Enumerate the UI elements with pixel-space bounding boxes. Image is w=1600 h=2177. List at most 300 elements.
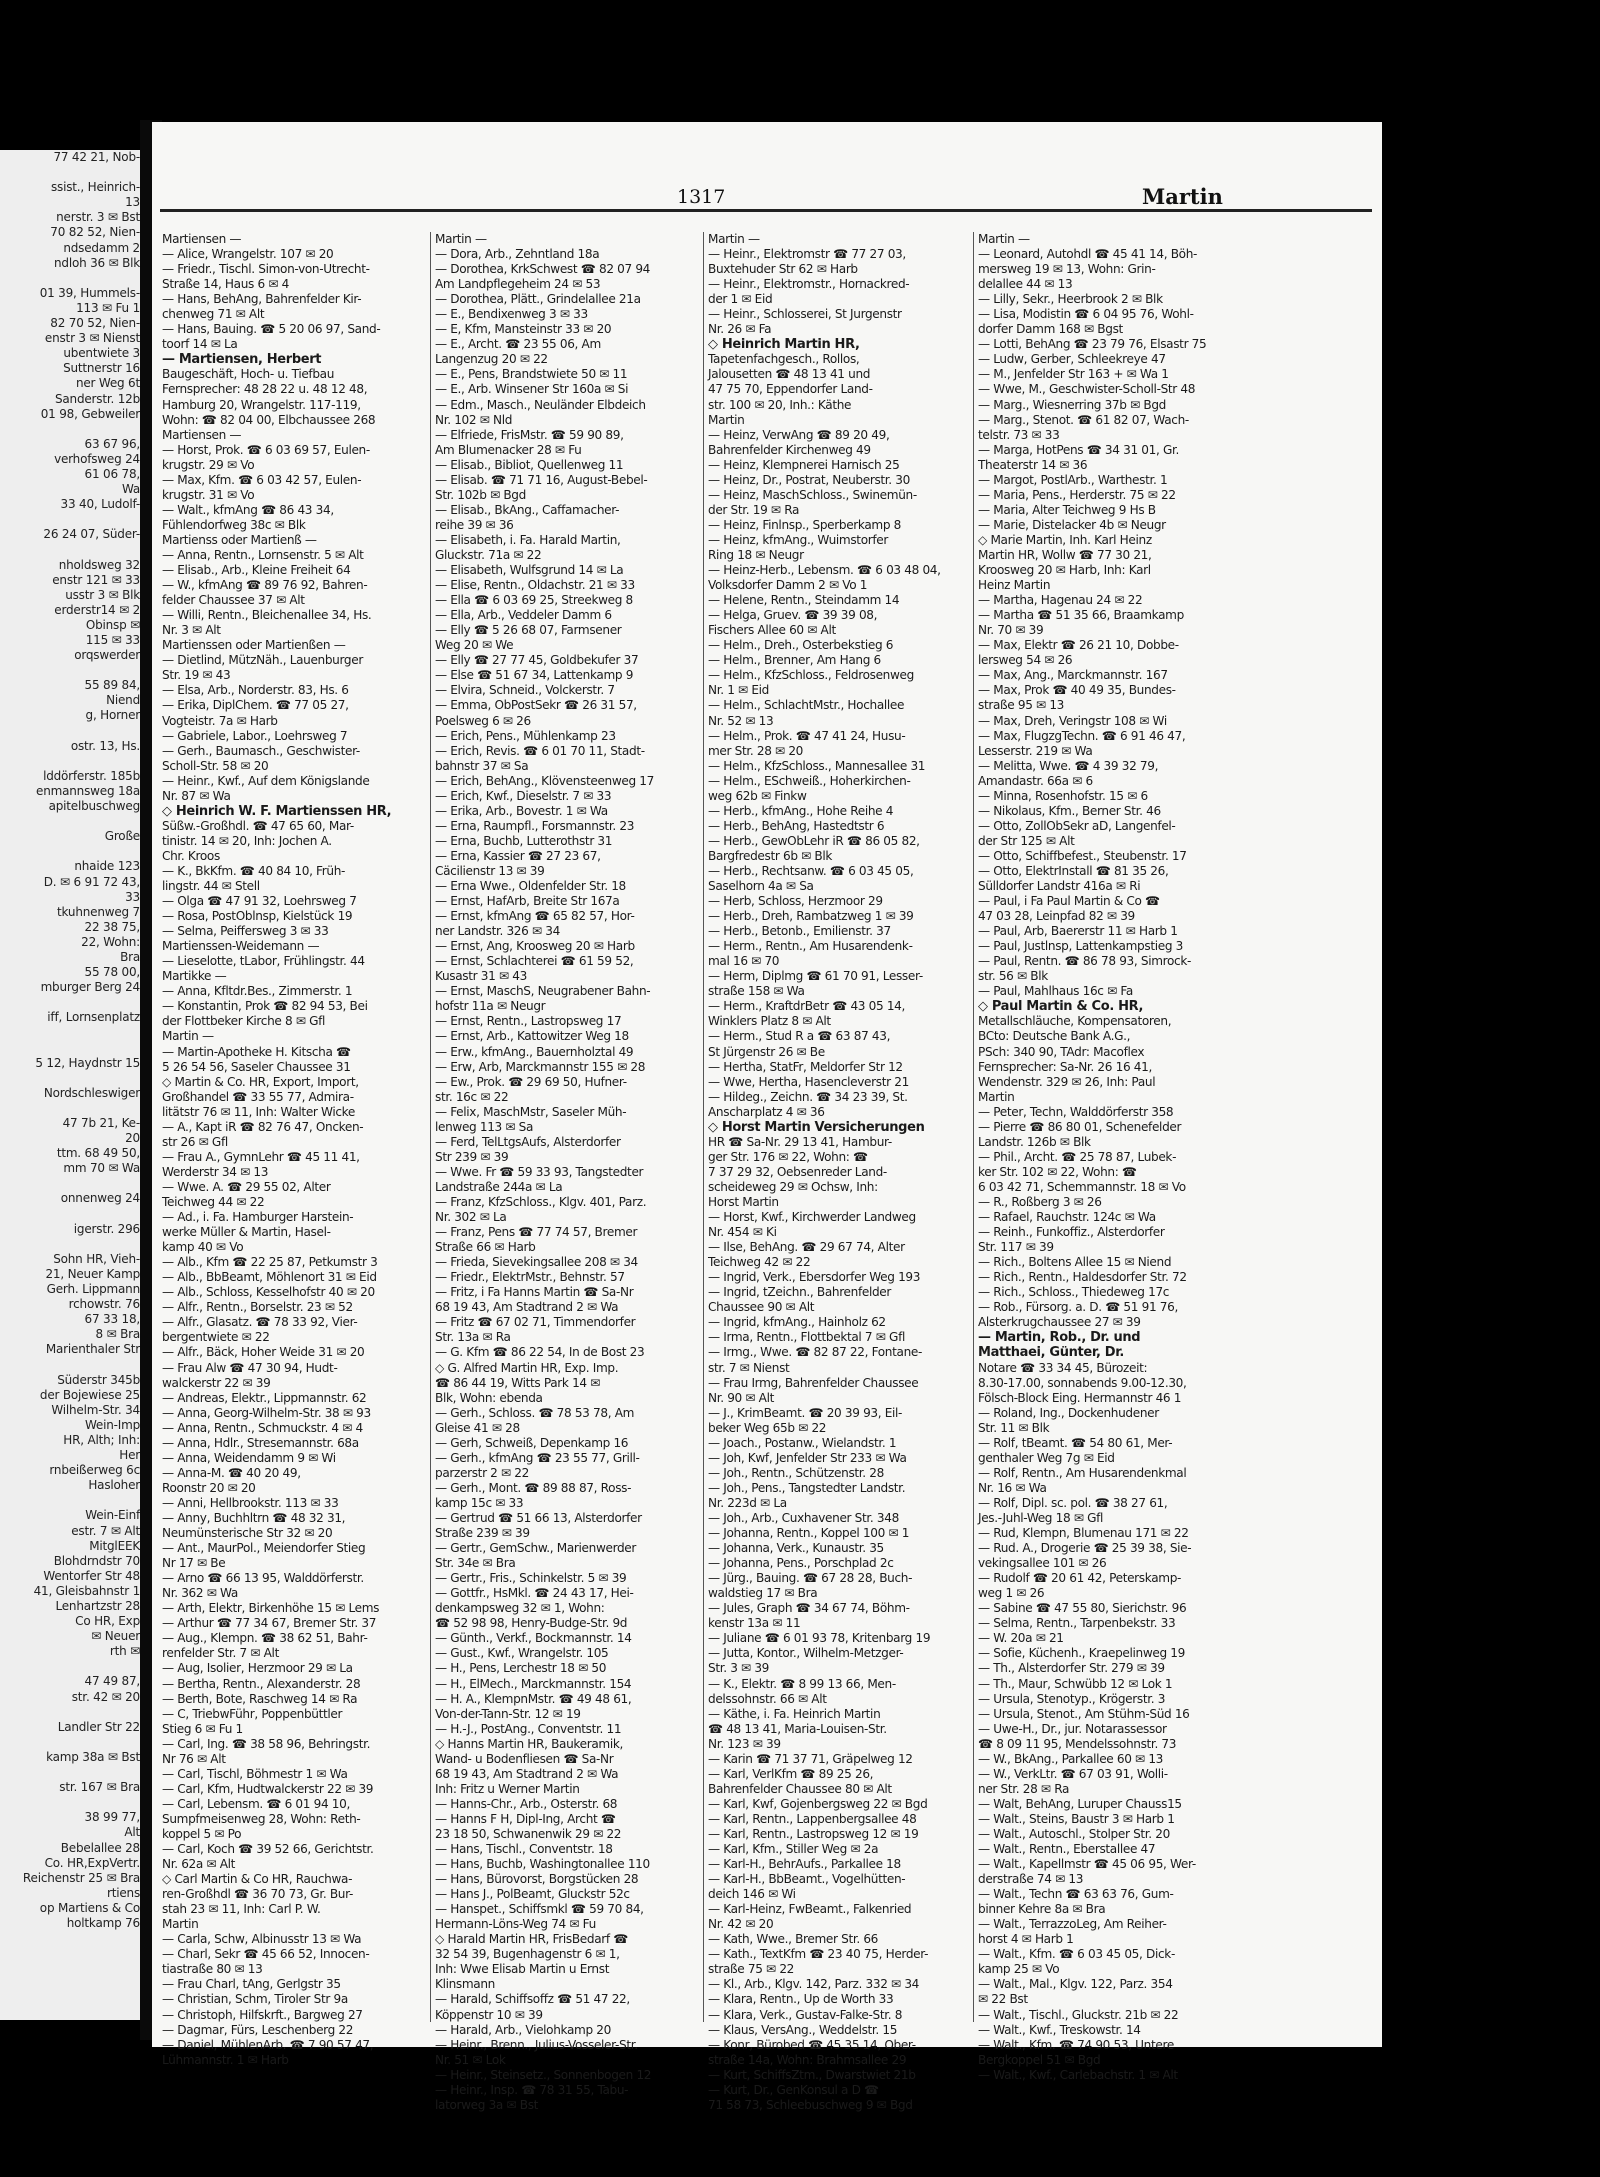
directory-entry-line: ker Str. 102 ✉ 22, Wohn: ☎	[978, 1164, 1137, 1179]
directory-entry-line: — Alb., Schloss, Kesselhofstr 40 ✉ 20	[162, 1285, 375, 1300]
directory-entry-line: — Erich, Revis. ☎ 6 01 70 11, Stadt-	[435, 743, 645, 758]
left-page-line: MitglEEK	[89, 1538, 140, 1553]
left-page-line: ndloh 36 ✉ Blk	[54, 255, 140, 270]
left-page-line: Große	[104, 829, 140, 844]
directory-entry-line: Hamburg 20, Wrangelstr. 117-119,	[162, 397, 361, 412]
directory-entry-line: Horst Martin	[708, 1195, 779, 1209]
directory-entry-line: — Dietlind, MützNäh., Lauenburger	[162, 653, 363, 668]
directory-entry-line: — Marg., Wiesnerring 37b ✉ Bgd	[978, 397, 1166, 412]
directory-entry-line: — Elsa, Arb., Norderstr. 83, Hs. 6	[162, 683, 349, 698]
directory-entry-line: Str. 102b ✉ Bgd	[435, 487, 526, 502]
directory-entry-line: — Martha ☎ 51 35 66, Braamkamp	[978, 608, 1184, 623]
directory-entry-line: — Alb., Kfm ☎ 22 25 87, Petkumstr 3	[162, 1255, 378, 1270]
directory-entry-line: — Kath., TextKfm ☎ 23 40 75, Herder-	[708, 1947, 929, 1962]
directory-entry-line: — Pierre ☎ 86 80 01, Schenefelder	[978, 1119, 1182, 1134]
directory-entry-line: straße 95 ✉ 13	[978, 698, 1065, 713]
directory-entry-line: kamp 40 ✉ Vo	[162, 1240, 244, 1255]
directory-entry-line: ◇ Horst Martin Versicherungen	[708, 1119, 925, 1135]
directory-entry-line: 47 75 70, Eppendorfer Land-	[708, 382, 873, 397]
directory-entry-line: — Erich, Pens., Mühlenkamp 23	[435, 728, 616, 743]
directory-entry-line: ◇ Marie Martin, Inh. Karl Heinz	[978, 532, 1152, 547]
directory-entry-line: — Heinz, VerwAng ☎ 89 20 49,	[708, 427, 890, 442]
left-page-line: 26 24 07, Süder-	[43, 527, 140, 542]
directory-entry-line: — Andreas, Elektr., Lippmannstr. 62	[162, 1390, 367, 1405]
column-4	[978, 232, 1246, 2082]
directory-entry-line: — Gottfr., HsMkl. ☎ 24 43 17, Hei-	[435, 1586, 634, 1601]
left-page-line: 55 78 00,	[84, 965, 140, 980]
left-page-line: enstr 121 ✉ 33	[52, 572, 140, 587]
directory-entry-line: ☎ 48 13 41, Maria-Louisen-Str.	[708, 1721, 887, 1736]
directory-entry-line: telstr. 73 ✉ 33	[978, 427, 1060, 442]
directory-entry-line: — Peter, Techn, Walddörferstr 358	[978, 1104, 1174, 1119]
directory-entry-line: mersweg 19 ✉ 13, Wohn: Grin-	[978, 262, 1156, 277]
directory-entry-line: derstraße 74 ✉ 13	[978, 1872, 1084, 1887]
directory-entry-line: — Walt., Tischl., Gluckstr. 21b ✉ 22	[978, 2007, 1179, 2022]
directory-entry-line: — E., Archt. ☎ 23 55 06, Am	[435, 337, 601, 352]
directory-entry-line: — G. Kfm ☎ 86 22 54, In de Bost 23	[435, 1345, 645, 1360]
directory-entry-line: kenstr 13a ✉ 11	[708, 1616, 801, 1631]
directory-entry-line: — Anna, Kfltdr.Bes., Zimmerstr. 1	[162, 984, 353, 999]
left-page-line: ostr. 13, Hs.	[70, 738, 140, 753]
directory-entry-line: Wand- u Bodenfliesen ☎ Sa-Nr	[435, 1751, 614, 1766]
left-page-line: 41, Gleisbahnstr 1	[33, 1583, 140, 1598]
directory-entry-line: genthaler Weg 7g ✉ Eid	[978, 1450, 1115, 1465]
directory-entry-line: Langenzug 20 ✉ 22	[435, 352, 548, 367]
directory-entry-line: — Ant., MaurPol., Meiendorfer Stieg	[162, 1541, 366, 1556]
left-page-line	[0, 271, 140, 286]
left-page-line: ✉ Neuer	[91, 1629, 140, 1644]
directory-entry-line: ger Str. 176 ✉ 22, Wohn: ☎	[708, 1149, 868, 1164]
directory-entry-line: — Ingrid, Verk., Ebersdorfer Weg 193	[708, 1270, 921, 1285]
directory-entry-line: toorf 14 ✉ La	[162, 337, 238, 352]
left-page-line: 38 99 77,	[84, 1810, 140, 1825]
directory-entry-line: Nr. 26 ✉ Fa	[708, 322, 772, 337]
directory-entry-line: straße 75 ✉ 22	[708, 1962, 795, 1977]
directory-entry-line: — J., KrimBeamt. ☎ 20 39 93, Eil-	[708, 1405, 903, 1420]
directory-entry-line: — Herm., Rentn., Am Husarendenk-	[708, 939, 913, 954]
left-page-line: Co HR, Exp	[75, 1614, 140, 1629]
directory-entry-line: — Günth., Verkf., Bockmannstr. 14	[435, 1631, 632, 1646]
directory-entry-line: Matthaei, Günter, Dr.	[978, 1345, 1125, 1361]
directory-entry-line: Martin —	[435, 232, 487, 246]
directory-entry-line: 32 54 39, Bugenhagenstr 6 ✉ 1,	[435, 1947, 620, 1962]
directory-entry-line: — Max, Prok ☎ 40 49 35, Bundes-	[978, 683, 1176, 698]
directory-entry-line: Teichweg 42 ✉ 22	[708, 1255, 811, 1270]
directory-entry-line: — Anny, Buchhltrn ☎ 48 32 31,	[162, 1510, 346, 1525]
column-2	[435, 232, 703, 2112]
left-page-line: str. 167 ✉ Bra	[59, 1780, 140, 1795]
directory-entry-line: Str. 34e ✉ Bra	[435, 1556, 516, 1571]
directory-entry-line: — Käthe, i. Fa. Heinrich Martin	[708, 1706, 881, 1721]
directory-entry-line: 8.30-17.00, sonnabends 9.00-12.30,	[978, 1375, 1187, 1390]
directory-entry-line: Fischers Allee 60 ✉ Alt	[708, 623, 836, 638]
directory-entry-line: krugstr. 29 ✉ Vo	[162, 457, 255, 472]
directory-entry-line: ☎ 86 44 19, Witts Park 14 ✉	[435, 1375, 601, 1390]
left-page-line: Wentorfer Str 48	[43, 1568, 140, 1583]
directory-entry-line: — Lieselotte, tLabor, Frühlingstr. 44	[162, 954, 365, 969]
directory-entry-line: Nr. 302 ✉ La	[435, 1210, 507, 1225]
directory-entry-line: — Heinz, Klempnerei Harnisch 25	[708, 457, 900, 472]
directory-entry-line: — Lisa, Modistin ☎ 6 04 95 76, Wohl-	[978, 307, 1194, 322]
directory-entry-line: — Elly ☎ 27 77 45, Goldbekufer 37	[435, 653, 639, 668]
directory-entry-line: HR ☎ Sa-Nr. 29 13 41, Hambur-	[708, 1134, 892, 1149]
left-page-line: enstr 3 ✉ Nienst	[44, 331, 140, 346]
directory-entry-line: Str 239 ✉ 39	[435, 1149, 509, 1164]
left-page-line	[0, 1705, 140, 1720]
directory-entry-line: — Carl, Kfm, Hudtwalckerstr 22 ✉ 39	[162, 1781, 374, 1796]
directory-entry-line: Jes.-Juhl-Weg 18 ✉ Gfl	[978, 1510, 1104, 1525]
header-rule	[160, 209, 1372, 212]
left-page-line: igerstr. 296	[73, 1221, 140, 1236]
directory-entry-line: — Heinz, kfmAng., Wuimstorfer	[708, 532, 888, 547]
directory-entry-line: — Wwe, Hertha, Hasencleverstr 21	[708, 1074, 909, 1089]
directory-entry-line: vekingsallee 101 ✉ 26	[978, 1556, 1107, 1571]
directory-entry-line: — Gerh, Schweiß, Depenkamp 16	[435, 1435, 629, 1450]
directory-entry-line: straße 158 ✉ Wa	[708, 984, 805, 999]
directory-entry-line: litätstr 76 ✉ 11, Inh: Walter Wicke	[162, 1104, 355, 1119]
directory-entry-line: ✉ 22 Bst	[978, 1992, 1028, 2007]
left-page-line: Obinsp ✉	[85, 617, 140, 632]
directory-entry-line: — Erw, Arb, Marckmannstr 155 ✉ 28	[435, 1059, 646, 1074]
directory-entry-line: — Frieda, Sievekingsallee 208 ✉ 34	[435, 1255, 638, 1270]
directory-entry-line: parzerstr 2 ✉ 22	[435, 1465, 529, 1480]
directory-entry-line: — Elvira, Schneid., Volckerstr. 7	[435, 683, 615, 698]
directory-entry-line: — Christian, Schm, Tiroler Str 9a	[162, 1992, 348, 2007]
directory-entry-line: — Alice, Wrangelstr. 107 ✉ 20	[162, 247, 334, 262]
left-page-line: ubentwiete 3	[63, 346, 140, 361]
directory-entry-line: — Berth, Bote, Raschweg 14 ✉ Ra	[162, 1691, 358, 1706]
directory-entry-line: — Erna, Buchb, Lutterothstr 31	[435, 833, 613, 848]
left-page-line: nerstr. 3 ✉ Bst	[56, 210, 140, 225]
directory-entry-line: krugstr. 31 ✉ Vo	[162, 487, 255, 502]
directory-entry-line: — Otto, Schiffbefest., Steubenstr. 17	[978, 848, 1187, 863]
directory-entry-line: Nr. 1 ✉ Eid	[708, 683, 769, 698]
left-page-line	[0, 754, 140, 769]
directory-entry-line: — Rob., Fürsorg. a. D. ☎ 51 91 76,	[978, 1300, 1178, 1315]
directory-entry-line: 23 18 50, Schwanenwik 29 ✉ 22	[435, 1826, 622, 1841]
directory-entry-line: Vogteistr. 7a ✉ Harb	[162, 713, 278, 728]
directory-entry-line: Buxtehuder Str 62 ✉ Harb	[708, 262, 858, 277]
directory-entry-line: Martienssen oder Martienßen —	[162, 638, 346, 653]
directory-entry-line: — Joh, Kwf, Jenfelder Str 233 ✉ Wa	[708, 1450, 907, 1465]
directory-entry-line: — Joh., Rentn., Schützenstr. 28	[708, 1465, 884, 1480]
left-page-line: HR, Alth; Inh:	[63, 1432, 140, 1447]
directory-entry-line: ☎ 52 98 98, Henry-Budge-Str. 9d	[435, 1616, 628, 1631]
directory-entry-line: — Paul, i Fa Paul Martin & Co ☎	[978, 894, 1160, 909]
directory-entry-line: — Max, Dreh, Veringstr 108 ✉ Wi	[978, 713, 1167, 728]
running-head: Martin	[1142, 184, 1223, 209]
directory-entry-line: — Klara, Rentn., Up de Worth 33	[708, 1992, 894, 2007]
directory-entry-line: dorfer Damm 168 ✉ Bgst	[978, 322, 1123, 337]
directory-entry-line: Str. 11 ✉ Blk	[978, 1420, 1050, 1435]
left-page-line: 115 ✉ 33	[85, 633, 140, 647]
directory-entry-line: — Ernst, MaschS, Neugrabener Bahn-	[435, 984, 651, 999]
directory-entry-line: — Charl, Sekr ☎ 45 66 52, Innocen-	[162, 1947, 370, 1962]
directory-entry-line: felder Chaussee 37 ✉ Alt	[162, 593, 305, 608]
directory-entry-line: — Jürg., Bauing. ☎ 67 28 28, Buch-	[708, 1571, 913, 1586]
directory-entry-line: Str. 3 ✉ 39	[708, 1661, 770, 1676]
left-page-line: 22, Wohn:	[81, 934, 140, 949]
directory-entry-line: ren-Großhdl ☎ 36 70 73, Gr. Bur-	[162, 1887, 353, 1902]
left-page-line: Marienthaler Str	[45, 1342, 140, 1357]
directory-entry-line: horst 4 ✉ Harb 1	[978, 1932, 1074, 1947]
left-page-line: 67 33 18,	[84, 1312, 140, 1327]
column-divider	[430, 232, 431, 2022]
directory-entry-line: Tapetenfachgesch., Rollos,	[708, 352, 860, 367]
left-page-line: 01 98, Gebweiler	[40, 406, 140, 421]
directory-entry-line: — Rich., Schloss., Thiedeweg 17c	[978, 1285, 1170, 1300]
directory-entry-line: Nr. 102 ✉ Nld	[435, 412, 513, 427]
directory-entry-line: — Hans, Buchb, Washingtonallee 110	[435, 1857, 650, 1872]
left-page-line: ndsedamm 2	[63, 240, 140, 255]
directory-entry-line: — Friedr., ElektrMstr., Behnstr. 57	[435, 1270, 625, 1285]
left-page-line	[0, 422, 140, 437]
left-page-line: erderstr14 ✉ 2	[54, 602, 140, 617]
directory-entry-line: — Konstantin, Prok ☎ 82 94 53, Bei	[162, 999, 368, 1014]
directory-entry-line: Fernsprecher: 48 28 22 u. 48 12 48,	[162, 382, 368, 397]
directory-entry-line: Martin —	[978, 232, 1030, 246]
left-page-line: Wa	[121, 482, 140, 497]
left-page-line: 55 89 84,	[84, 678, 140, 693]
left-page-line: verhofsweg 24	[54, 451, 140, 466]
directory-entry-line: — Elisabeth, i. Fa. Harald Martin,	[435, 532, 621, 547]
directory-entry-line: weg 1 ✉ 26	[978, 1586, 1045, 1601]
left-page-line: Süderstr 345b	[57, 1372, 140, 1387]
directory-entry-line: str. 16c ✉ 22	[435, 1089, 509, 1104]
left-page-line: Bebelallee 28	[60, 1840, 140, 1855]
directory-entry-line: — Jules, Graph ☎ 34 67 74, Böhm-	[708, 1601, 910, 1616]
directory-entry-line: — Elisab. ☎ 71 71 16, August-Bebel-	[435, 472, 648, 487]
directory-entry-line: Martin	[708, 412, 745, 427]
directory-entry-line: — H., ElMech., Marckmannstr. 154	[435, 1676, 632, 1691]
left-page-line: mburger Berg 24	[40, 980, 140, 995]
directory-entry-line: ◇ Heinrich Martin HR,	[708, 337, 860, 353]
left-page-line: Wein-Imp	[84, 1417, 140, 1432]
directory-entry-line: — Frau Irmg, Bahrenfelder Chaussee	[708, 1375, 919, 1390]
directory-entry-line: — Herb., kfmAng., Hohe Reihe 4	[708, 803, 894, 818]
directory-entry-line: Straße 239 ✉ 39	[435, 1526, 530, 1541]
directory-entry-line: — Heinr., Insp. ☎ 78 31 55, Tabu-	[435, 2082, 629, 2097]
directory-entry-line: — Rolf, Dipl. sc. pol. ☎ 38 27 61,	[978, 1495, 1168, 1510]
directory-entry-line: — Heinz-Herb., Lebensm. ☎ 6 03 48 04,	[708, 563, 941, 578]
directory-entry-line: Hermann-Löns-Weg 74 ✉ Fu	[435, 1917, 596, 1932]
left-page-line: rnbeißerweg 6c	[49, 1463, 140, 1478]
directory-entry-line: Nr. 52 ✉ 13	[708, 713, 774, 728]
left-page-line: ttm. 68 49 50,	[56, 1146, 140, 1161]
directory-entry-line: ☎ 8 09 11 95, Mendelssohnstr. 73	[978, 1736, 1177, 1751]
directory-entry-line: — Gertr., Fris., Schinkelstr. 5 ✉ 39	[435, 1571, 627, 1586]
directory-entry-line: Blk, Wohn: ebenda	[435, 1390, 543, 1405]
directory-entry-line: — Marg., Stenot. ☎ 61 82 07, Wach-	[978, 412, 1189, 427]
directory-entry-line: — Hanspet., Schiffsmkl ☎ 59 70 84,	[435, 1902, 644, 1917]
directory-entry-line: — Th., Maur, Schwübb 12 ✉ Lok 1	[978, 1676, 1173, 1691]
directory-entry-line: — Ingrid, tZeichn., Bahrenfelder	[708, 1285, 892, 1300]
directory-entry-line: Alsterkrugchaussee 27 ✉ 39	[978, 1315, 1141, 1330]
directory-entry-line: Straße 14, Haus 6 ✉ 4	[162, 277, 289, 292]
directory-entry-line: Landstraße 244a ✉ La	[435, 1179, 563, 1194]
directory-entry-line: Heinz Martin	[978, 578, 1051, 593]
directory-entry-line: — Max, FlugzgTechn. ☎ 6 91 46 47,	[978, 728, 1186, 743]
left-page-line	[0, 512, 140, 527]
directory-entry-line: Nr. 42 ✉ 20	[708, 1917, 774, 1932]
directory-entry-line: — C, TriebwFühr, Poppenbüttler	[162, 1706, 343, 1721]
directory-entry-line: — Maria, Alter Teichweg 9 Hs B	[978, 502, 1156, 517]
left-page-line: apitelbuschweg	[48, 799, 140, 814]
left-page-line: enmannsweg 18a	[36, 783, 140, 798]
left-page-line	[0, 1025, 140, 1040]
directory-entry-line: — Rud. A., Drogerie ☎ 25 39 38, Sie-	[978, 1541, 1192, 1556]
directory-entry-line: Nr 76 ✉ Alt	[162, 1751, 226, 1766]
left-page-line: 33	[125, 889, 140, 904]
directory-entry-line: Inh: Fritz u Werner Martin	[435, 1781, 580, 1796]
left-page-line: Sohn HR, Vieh-	[53, 1251, 140, 1266]
directory-entry-line: — Herb., Rechtsanw. ☎ 6 03 45 05,	[708, 863, 914, 878]
directory-entry-line: — Paul, Mahlhaus 16c ✉ Fa	[978, 984, 1133, 999]
directory-entry-line: — Hans, Bürovorst, Borgstücken 28	[435, 1872, 639, 1887]
directory-entry-line: — Anna, Georg-Wilhelm-Str. 38 ✉ 93	[162, 1405, 371, 1420]
directory-entry-line: — Felix, MaschMstr, Saseler Müh-	[435, 1104, 627, 1119]
left-page-line	[0, 1041, 140, 1056]
directory-entry-line: ◇ Carl Martin & Co HR, Rauchwa-	[162, 1872, 353, 1887]
directory-entry-line: Weg 20 ✉ We	[435, 638, 514, 653]
left-page-line: op Martiens & Co	[39, 1900, 140, 1915]
directory-entry-line: — Selma, Rentn., Tarpenbekstr. 33	[978, 1616, 1176, 1631]
column-3	[708, 232, 976, 2112]
directory-entry-line: — W., VerkLtr. ☎ 67 03 91, Wolli-	[978, 1766, 1168, 1781]
directory-entry-line: koppel 5 ✉ Po	[162, 1826, 242, 1841]
directory-entry-line: Werderstr 34 ✉ 13	[162, 1164, 269, 1179]
left-page-line: Landler Str 22	[57, 1719, 140, 1734]
left-page-line	[0, 542, 140, 557]
directory-entry-line: tinistr. 14 ✉ 20, Inh: Jochen A.	[162, 833, 332, 848]
directory-entry-line: — Erw., kfmAng., Bauernholztal 49	[435, 1044, 634, 1059]
directory-entry-line: — Harald, Arb., Vielohkamp 20	[435, 2022, 611, 2037]
left-page-line	[0, 165, 140, 180]
directory-entry-line: stah 23 ✉ 11, Inh: Carl P. W.	[162, 1902, 321, 1917]
directory-entry-line: — Wwe. A. ☎ 29 55 02, Alter	[162, 1179, 331, 1194]
directory-entry-line: Nr. 90 ✉ Alt	[708, 1390, 774, 1405]
directory-entry-line: — Aug, Isolier, Herzmoor 29 ✉ La	[162, 1661, 353, 1676]
directory-entry-line: Teichweg 44 ✉ 22	[162, 1195, 265, 1209]
left-page-line: lddörferstr. 185b	[43, 768, 140, 783]
left-page-line: usstr 3 ✉ Blk	[65, 587, 140, 602]
directory-entry-line: — Bertha, Rentn., Alexanderstr. 28	[162, 1676, 361, 1691]
directory-entry-line: Sülldorfer Landstr 416a ✉ Ri	[978, 879, 1141, 894]
left-page-line: ssist., Heinrich-	[51, 180, 140, 195]
directory-entry-line: — Carl, Koch ☎ 39 52 66, Gerichtstr.	[162, 1842, 374, 1857]
left-page-line: Sanderstr. 12b	[54, 391, 140, 406]
left-page-line: kamp 38a ✉ Bst	[46, 1749, 140, 1764]
directory-entry-line: — Herm., Stud R a ☎ 63 87 43,	[708, 1029, 891, 1044]
directory-entry-line: weg 62b ✉ Finkw	[708, 788, 807, 803]
directory-entry-line: delssohnstr. 66 ✉ Alt	[708, 1691, 827, 1706]
left-page-line: onnenweg 24	[60, 1191, 140, 1206]
directory-entry-line: Baugeschäft, Hoch- u. Tiefbau	[162, 367, 335, 382]
left-page-line	[0, 1237, 140, 1252]
directory-entry-line: — Carl, Lebensm. ☎ 6 01 94 10,	[162, 1796, 350, 1811]
directory-entry-line: ◇ Harald Martin HR, FrisBedarf ☎	[435, 1932, 628, 1947]
page-header	[152, 180, 1252, 210]
directory-entry-line: Poelsweg 6 ✉ 26	[435, 713, 531, 728]
left-page-line: nhaide 123	[74, 859, 140, 874]
directory-entry-line: Ring 18 ✉ Neugr	[708, 547, 804, 562]
directory-entry-line: — Frau Alw ☎ 47 30 94, Hudt-	[162, 1360, 338, 1375]
directory-entry-line: — Ferd, TelLtgsAufs, Alsterdorfer	[435, 1134, 621, 1149]
directory-entry-line: — Jutta, Kontor., Wilhelm-Metzger-	[708, 1646, 904, 1661]
directory-entry-line: — Edm., Masch., Neuländer Elbdeich	[435, 397, 646, 412]
directory-entry-line: — Carl, Ing. ☎ 38 58 96, Behringstr.	[162, 1736, 371, 1751]
directory-entry-line: bergentwiete ✉ 22	[162, 1330, 270, 1345]
directory-entry-line: — Klaus, VersAng., Weddelstr. 15	[708, 2022, 898, 2037]
directory-entry-line: 68 19 43, Am Stadtrand 2 ✉ Wa	[435, 1766, 619, 1781]
directory-entry-line: Lühmannstr. 1 ✉ Harb	[162, 2052, 289, 2067]
directory-entry-line: — Margot, PostlArb., Warthestr. 1	[978, 472, 1168, 487]
left-page-line: rtiens	[106, 1885, 140, 1900]
directory-entry-line: Fölsch-Block Eing. Hermannstr 46 1	[978, 1390, 1182, 1405]
directory-entry-line: — M., Jenfelder Str 163 + ✉ Wa 1	[978, 367, 1169, 382]
directory-entry-line: — W. 20a ✉ 21	[978, 1631, 1064, 1646]
directory-entry-line: — Paul, Justlnsp, Lattenkampstieg 3	[978, 939, 1183, 954]
directory-entry-line: — Juliane ☎ 6 01 93 78, Kritenbarg 19	[708, 1631, 931, 1646]
directory-entry-line: Wohn: ☎ 82 04 00, Elbchaussee 268	[162, 412, 376, 427]
directory-entry-line: — Marga, HotPens ☎ 34 31 01, Gr.	[978, 442, 1179, 457]
directory-entry-line: — Franz, Pens ☎ 77 74 57, Bremer	[435, 1225, 638, 1240]
directory-entry-line: latorweg 3a ✉ Bst	[435, 2097, 539, 2112]
directory-entry-line: Gleise 41 ✉ 28	[435, 1420, 520, 1435]
directory-entry-line: — Walt., Steins, Baustr 3 ✉ Harb 1	[978, 1811, 1175, 1826]
directory-entry-line: — Ernst, Ang, Kroosweg 20 ✉ Harb	[435, 939, 635, 954]
directory-entry-line: — Alfr., Glasatz. ☎ 78 33 92, Vier-	[162, 1315, 358, 1330]
directory-entry-line: Süßw.-Großhdl. ☎ 47 65 60, Mar-	[162, 818, 354, 833]
directory-entry-line: Am Landpflegeheim 24 ✉ 53	[435, 277, 601, 292]
left-page-line: iff, Lornsenplatz	[47, 1010, 140, 1025]
scan-border	[1382, 0, 1600, 2177]
directory-entry-line: — Willi, Rentn., Bleichenallee 34, Hs.	[162, 608, 372, 623]
directory-entry-line: — Dora, Arb., Zehntland 18a	[435, 247, 600, 262]
directory-entry-line: — Gerh., Mont. ☎ 89 88 87, Ross-	[435, 1480, 632, 1495]
directory-entry-line: — K., BkKfm. ☎ 40 84 10, Früh-	[162, 863, 346, 878]
directory-entry-line: Von-der-Tann-Str. 12 ✉ 19	[435, 1706, 581, 1721]
directory-entry-line: Großhandel ☎ 33 55 77, Admira-	[162, 1089, 354, 1104]
directory-entry-line: — Gertrud ☎ 51 66 13, Alsterdorfer	[435, 1510, 642, 1525]
directory-entry-line: — Karl, Rentn., Lappenbergsallee 48	[708, 1811, 917, 1826]
directory-entry-line: str. 56 ✉ Blk	[978, 969, 1048, 984]
directory-entry-line: — E., Pens, Brandstwiete 50 ✉ 11	[435, 367, 628, 382]
left-page-line	[0, 663, 140, 678]
directory-entry-line: — Alfr., Bäck, Hoher Weide 31 ✉ 20	[162, 1345, 365, 1360]
directory-entry-line: — Fritz ☎ 67 02 71, Timmendorfer	[435, 1315, 636, 1330]
directory-entry-line: — Martha, Hagenau 24 ✉ 22	[978, 593, 1143, 608]
directory-entry-line: — Lotti, BehAng ☎ 23 79 76, Elsastr 75	[978, 337, 1207, 352]
directory-entry-line: Saselhorn 4a ✉ Sa	[708, 879, 814, 894]
directory-entry-line: — Ad., i. Fa. Hamburger Harstein-	[162, 1210, 354, 1225]
directory-entry-line: str. 100 ✉ 20, Inh.: Käthe	[708, 397, 852, 412]
directory-entry-line: — Anna, Weidendamm 9 ✉ Wi	[162, 1450, 336, 1465]
directory-entry-line: — Erich, BehAng., Klövensteenweg 17	[435, 773, 654, 788]
directory-entry-line: Nr. 362 ✉ Wa	[162, 1586, 238, 1601]
left-page-line: Her	[119, 1448, 140, 1463]
directory-entry-line: — Erika, Arb., Bovestr. 1 ✉ Wa	[435, 803, 608, 818]
directory-entry-line: — Marie, Distelacker 4b ✉ Neugr	[978, 517, 1166, 532]
directory-entry-line: — Rich., Boltens Allee 15 ✉ Niend	[978, 1255, 1172, 1270]
directory-entry-line: — H. A., KlempnMstr. ☎ 49 48 61,	[435, 1691, 632, 1706]
directory-entry-line: — Heinz, Dr., Postrat, Neuberstr. 30	[708, 472, 910, 487]
directory-entry-line: — Elisab., BkAng., Caffamacher-	[435, 502, 620, 517]
directory-entry-line: — Erich, Kwf., Dieselstr. 7 ✉ 33	[435, 788, 612, 803]
directory-entry-line: — Otto, ElektrInstall ☎ 81 35 26,	[978, 863, 1169, 878]
left-page-line: nholdsweg 32	[58, 557, 140, 572]
directory-entry-line: — Uwe-H., Dr., jur. Notarassessor	[978, 1721, 1167, 1736]
